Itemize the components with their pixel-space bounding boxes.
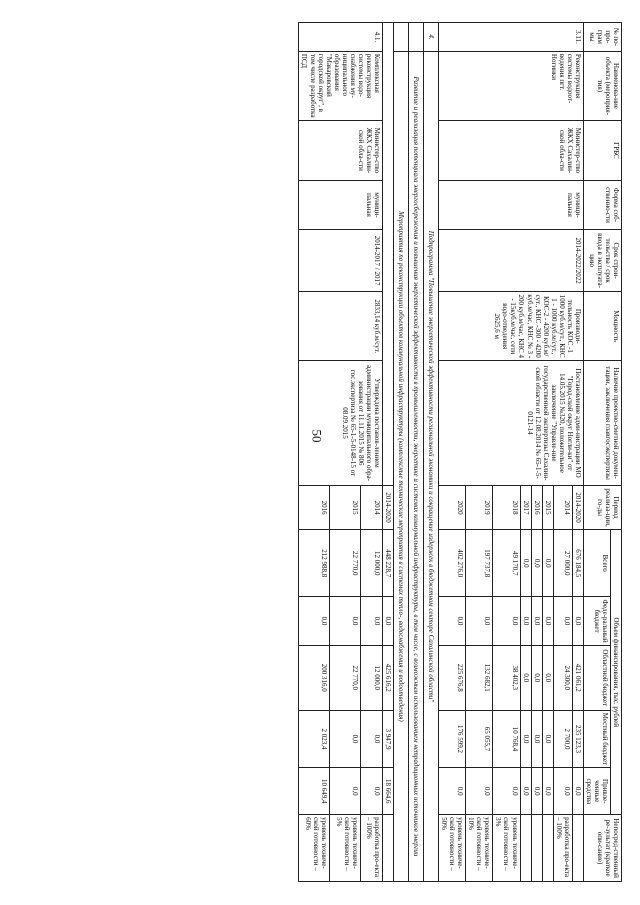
- capacity-cell: 2833,14 куб.м/сут.: [299, 292, 382, 361]
- regional-cell: 0,0: [531, 646, 542, 711]
- header-local: Местный бюджет: [583, 710, 610, 768]
- result-cell: уровень техниче-ской готовности – 5%: [330, 815, 361, 882]
- result-cell: уровень техниче-ской готовности – 60%: [299, 815, 330, 882]
- regional-cell: 24 300,0: [553, 646, 572, 711]
- attracted-cell: 0,0: [330, 768, 361, 815]
- header-ownership: Форма соб-ственно-сти: [583, 180, 621, 229]
- subprogram-row: [424, 23, 439, 882]
- period-cell: 2017: [520, 485, 531, 530]
- financing-table: [298, 22, 622, 882]
- attracted-cell: 0,0: [520, 768, 531, 815]
- header-attracted: Привле-ченные средства: [583, 768, 610, 815]
- term-cell: 2014-2022/2022: [439, 229, 584, 291]
- empty-cell: [409, 23, 424, 52]
- local-cell: 3 947,9: [382, 710, 393, 768]
- header-regional: Областной бюджет: [583, 646, 610, 711]
- federal-cell: 0,0: [466, 597, 493, 646]
- federal-cell: 0,0: [520, 597, 531, 646]
- docs-cell: Постановление адми-нистрации МО "Город-ской округ Ногли-ки" от 14.05.2015 №320, положительное заключение "Управле-ние государственной экспертизы Сахалин-ской области от 12.08.2014 № 65-1-5-0121-14: [439, 361, 584, 486]
- local-cell: 0,0: [531, 710, 542, 768]
- header-period: Период реализа-ции, го-ды: [583, 485, 621, 530]
- empty-cell: [382, 23, 393, 486]
- attracted-cell: 0,0: [493, 768, 520, 815]
- object-name: Реконструкция системы водоот-ведения пгт. Ногинки: [439, 51, 584, 120]
- result-cell: уровень техниче-ской готовности – 10%: [466, 815, 493, 882]
- total-cell: 402 276,0: [439, 530, 466, 597]
- regional-cell: 22 770,0: [330, 646, 361, 711]
- period-cell: 2016: [299, 485, 330, 530]
- total-cell: 448 228,7: [382, 530, 393, 597]
- header-total: Всего: [583, 530, 610, 597]
- regional-cell: 225 676,8: [439, 646, 466, 711]
- regional-cell: 425 616,2: [382, 646, 393, 711]
- row-number: 4.1.: [299, 23, 382, 52]
- object-name: Комплексная реконструкция системы водо-снабжения му-ниципального образования "Макаровский городской округ", в том числе разработка ПСД: [299, 51, 382, 120]
- attracted-cell: 0,0: [542, 768, 553, 815]
- header-federal: Феде-ральный бюджет: [583, 597, 610, 646]
- result-cell: разработка про-екта – 100%: [553, 815, 572, 882]
- total-cell: 49 170,7: [493, 530, 520, 597]
- total-cell: 197 737,8: [466, 530, 493, 597]
- header-docs: Наличие проектно-сметной докумен-тации, заключения главгосэкспертизы: [583, 361, 621, 486]
- total-cell: 27 000,0: [553, 530, 572, 597]
- rotated-table-container: [17, 22, 622, 882]
- regional-cell: 38 402,3: [493, 646, 520, 711]
- total-cell: 22 770,0: [330, 530, 361, 597]
- federal-cell: 0,0: [330, 597, 361, 646]
- row-number: 3.11.: [439, 23, 584, 52]
- table-row: [361, 23, 383, 882]
- attracted-cell: 0,0: [553, 768, 572, 815]
- result-cell: [382, 815, 393, 882]
- header-name: Наименова-ние объекта (мероприя-тия): [583, 51, 621, 120]
- ownership-cell: муници-пальная: [439, 180, 584, 229]
- total-cell: 0,0: [542, 530, 553, 597]
- subprogram-line: Развитие и реализация потенциала энергосбережения и повышения энергетической эффективности в промышленности, энергетике и системах коммунальной инфраструктуры, в том числе, с возможным использованием нетрадиционных источников энергии: [409, 51, 424, 881]
- federal-cell: 0,0: [553, 597, 572, 646]
- total-cell: 12 000,0: [361, 530, 383, 597]
- ownership-cell: муници-пальная: [299, 180, 382, 229]
- attracted-cell: 0,0: [361, 768, 383, 815]
- federal-cell: 0,0: [493, 597, 520, 646]
- subprogram-number: 4.: [424, 23, 439, 52]
- total-cell: 676 184,5: [572, 530, 583, 597]
- local-cell: 0,0: [542, 710, 553, 768]
- header-grbs: ГРБС: [583, 120, 621, 180]
- page-number: 50: [309, 429, 325, 443]
- period-cell: 2014: [361, 485, 383, 530]
- summary-row: [382, 23, 393, 882]
- period-cell: 2014-2020: [382, 485, 393, 530]
- header-result: Непосред-ственный ре-зультат (краткое опи-сание): [583, 815, 621, 882]
- result-cell: уровень техниче-ской готовности – 3%: [493, 815, 520, 882]
- period-cell: 2014: [553, 485, 572, 530]
- period-cell: 2018: [493, 485, 520, 530]
- local-cell: 0,0: [520, 710, 531, 768]
- federal-cell: 0,0: [299, 597, 330, 646]
- attracted-cell: 0,0: [466, 768, 493, 815]
- attracted-cell: 18 664,6: [382, 768, 393, 815]
- result-cell: [542, 815, 553, 882]
- local-cell: 10 768,4: [493, 710, 520, 768]
- period-cell: 2016: [531, 485, 542, 530]
- attracted-cell: 0,0: [572, 768, 583, 815]
- header-term: Срок строи-тельства / срок ввода в эксплуата-цию: [583, 229, 621, 291]
- federal-cell: 0,0: [572, 597, 583, 646]
- federal-cell: 0,0: [531, 597, 542, 646]
- regional-cell: 0,0: [520, 646, 531, 711]
- attracted-cell: 10 649,4: [299, 768, 330, 815]
- capacity-cell: Производи-тельность КОС -1 1000 куб.м/сут., КНС 1 - 1000 куб.м/сут., КОС-2 - 4200 куб.м/сут., КНС -300 - 4200 куб.м/час, КНС № 3 - 200 куб.м/час, КНС 4 - 15куб.м/час, сети водо-отведения 2625,6 м: [439, 292, 584, 361]
- federal-cell: 0,0: [361, 597, 383, 646]
- total-cell: 0,0: [520, 530, 531, 597]
- header-capacity: Мощность: [583, 292, 621, 361]
- local-cell: 176 599,2: [439, 710, 466, 768]
- measures-row: [393, 23, 408, 882]
- federal-cell: 0,0: [542, 597, 553, 646]
- term-cell: 2014-2017 / 2017: [299, 229, 382, 291]
- result-cell: [572, 815, 583, 882]
- local-cell: 2 023,4: [299, 710, 330, 768]
- attracted-cell: 0,0: [439, 768, 466, 815]
- grbs-cell: Министер-ство ЖКХ Сахалин-ской обла-сти: [439, 120, 584, 180]
- regional-cell: 12 000,0: [361, 646, 383, 711]
- regional-cell: 421 061,2: [572, 646, 583, 711]
- total-cell: 0,0: [531, 530, 542, 597]
- period-cell: 2019: [466, 485, 493, 530]
- total-cell: 212 988,8: [299, 530, 330, 597]
- result-cell: [531, 815, 542, 882]
- subprogram-title: Подпрограмма "Повышение энергетической эффективности региональной экономики и сокращение издержек в бюджетном секторе Сахалинской области": [424, 51, 439, 881]
- result-cell: разработка про-екта – 100%: [361, 815, 383, 882]
- regional-cell: 0,0: [542, 646, 553, 711]
- local-cell: 0,0: [361, 710, 383, 768]
- federal-cell: 0,0: [439, 597, 466, 646]
- regional-cell: 132 682,1: [466, 646, 493, 711]
- attracted-cell: 0,0: [531, 768, 542, 815]
- regional-cell: 200 316,0: [299, 646, 330, 711]
- federal-cell: 0,0: [382, 597, 393, 646]
- period-cell: 2015: [330, 485, 361, 530]
- grbs-cell: Министер-ство ЖКХ Сахалин-ской обла-сти: [299, 120, 382, 180]
- local-cell: 235 123,3: [572, 710, 583, 768]
- empty-cell: [393, 23, 408, 52]
- header-funding: Объем финансирования, тыс. рублей: [610, 530, 621, 815]
- subprogram-line-row: [409, 23, 424, 882]
- result-cell: уровень техниче-ской готовности – 50%: [439, 815, 466, 882]
- docs-cell: Утверждена постанов-лением администрации муниципального обра-зования от 11.11.2015 № 806 гос.экспертиза № 65-1-5-0148-15 от 08.09.2015: [299, 361, 382, 486]
- measures-title: Мероприятия по реконструкции объектов коммунальной инфраструктуры (комплексные технические мероприятия в системах тепло-, водоснабжения и водоотведения): [393, 51, 408, 881]
- result-cell: [520, 815, 531, 882]
- local-cell: 2 700,0: [553, 710, 572, 768]
- local-cell: 65 055,7: [466, 710, 493, 768]
- period-cell: 2020: [439, 485, 466, 530]
- local-cell: 0,0: [330, 710, 361, 768]
- header-no: № по-про-грам мы: [583, 23, 621, 52]
- period-cell: 2015: [542, 485, 553, 530]
- period-cell: 2014-2020: [572, 485, 583, 530]
- table-row: [572, 23, 583, 882]
